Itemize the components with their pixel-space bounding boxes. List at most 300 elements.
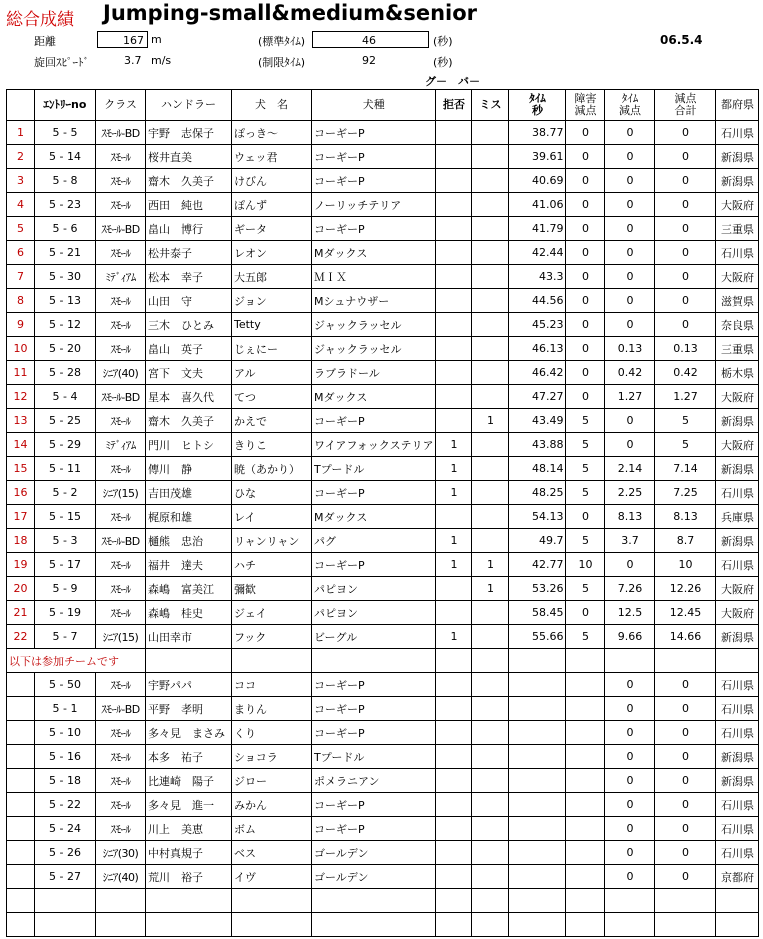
rank-cell: 1 xyxy=(7,121,35,145)
total-penalty-cell: 0.13 xyxy=(655,337,716,361)
header-rank xyxy=(7,90,35,121)
time-penalty-cell: 0 xyxy=(605,265,655,289)
refusal-cell xyxy=(436,793,472,817)
time-cell: 40.69 xyxy=(509,169,566,193)
prefecture-cell: 三重県 xyxy=(716,337,759,361)
header-prefecture: 都府県 xyxy=(716,90,759,121)
entry-cell: 5 - 50 xyxy=(35,673,96,697)
handler-cell: 門川 ヒトシ xyxy=(146,433,232,457)
dog-name-cell: 暁（あかり） xyxy=(232,457,312,481)
breed-cell: コーギーP xyxy=(312,121,436,145)
total-penalty-cell: 0 xyxy=(655,769,716,793)
breed-cell: ジャックラッセル xyxy=(312,337,436,361)
obstacle-penalty-cell xyxy=(566,721,605,745)
handler-cell: 中村真規子 xyxy=(146,841,232,865)
total-penalty-cell: 0 xyxy=(655,217,716,241)
rank-cell: 22 xyxy=(7,625,35,649)
time-penalty-cell: 1.27 xyxy=(605,385,655,409)
handler-cell: 齋木 久美子 xyxy=(146,169,232,193)
breed-cell: コーギーP xyxy=(312,553,436,577)
dog-name-cell: ひな xyxy=(232,481,312,505)
dog-name-cell: 大五郎 xyxy=(232,265,312,289)
total-penalty-cell: 0 xyxy=(655,313,716,337)
refusal-cell: 1 xyxy=(436,625,472,649)
time-penalty-cell: 0 xyxy=(605,817,655,841)
table-row xyxy=(7,193,759,217)
miss-cell: 1 xyxy=(472,577,509,601)
table-row xyxy=(7,313,759,337)
handler-cell: 山田 守 xyxy=(146,289,232,313)
distance-label: 距離 xyxy=(34,35,56,48)
obstacle-penalty-cell xyxy=(566,817,605,841)
refusal-cell xyxy=(436,265,472,289)
title-japanese: 総合成績 xyxy=(6,10,74,30)
obstacle-penalty-cell: 5 xyxy=(566,529,605,553)
rank-cell: 6 xyxy=(7,241,35,265)
handler-cell: 齋木 久美子 xyxy=(146,409,232,433)
handler-cell: 本多 祐子 xyxy=(146,745,232,769)
dog-name-cell: ベス xyxy=(232,841,312,865)
breed-cell: パピヨン xyxy=(312,601,436,625)
entry-cell: 5 - 14 xyxy=(35,145,96,169)
standard-time-value: 46 xyxy=(312,31,429,48)
table-row xyxy=(7,385,759,409)
handler-cell: 森嶋 桂史 xyxy=(146,601,232,625)
time-penalty-cell: 0 xyxy=(605,193,655,217)
prefecture-cell: 石川県 xyxy=(716,673,759,697)
refusal-cell xyxy=(436,121,472,145)
dog-name-cell: 彌歓 xyxy=(232,577,312,601)
refusal-cell xyxy=(436,289,472,313)
refusal-cell xyxy=(436,337,472,361)
handler-cell: 平野 孝明 xyxy=(146,697,232,721)
rank-cell xyxy=(7,745,35,769)
rank-cell xyxy=(7,865,35,889)
time-penalty-cell: 0 xyxy=(605,145,655,169)
time-cell xyxy=(509,865,566,889)
dog-name-cell: ジョン xyxy=(232,289,312,313)
handler-cell: 山田幸市 xyxy=(146,625,232,649)
breed-cell: パピヨン xyxy=(312,577,436,601)
dog-name-cell: ショコラ xyxy=(232,745,312,769)
time-penalty-cell: 9.66 xyxy=(605,625,655,649)
obstacle-penalty-cell: 0 xyxy=(566,385,605,409)
rank-cell: 8 xyxy=(7,289,35,313)
entry-cell: 5 - 5 xyxy=(35,121,96,145)
table-row xyxy=(7,241,759,265)
class-cell: ｽﾓｰﾙ-BD xyxy=(96,121,146,145)
miss-cell xyxy=(472,337,509,361)
class-cell: ｼﾆｱ(40) xyxy=(96,361,146,385)
prefecture-cell: 石川県 xyxy=(716,697,759,721)
total-penalty-cell: 5 xyxy=(655,409,716,433)
table-row xyxy=(7,769,759,793)
prefecture-cell: 新潟県 xyxy=(716,457,759,481)
miss-cell xyxy=(472,121,509,145)
breed-cell: コーギーP xyxy=(312,697,436,721)
time-cell xyxy=(509,697,566,721)
refusal-cell xyxy=(436,409,472,433)
miss-cell xyxy=(472,817,509,841)
miss-cell xyxy=(472,601,509,625)
time-penalty-cell: 0 xyxy=(605,169,655,193)
handler-cell: 畠山 英子 xyxy=(146,337,232,361)
empty-row xyxy=(7,913,759,937)
dog-name-cell: ココ xyxy=(232,673,312,697)
breed-cell: パグ xyxy=(312,529,436,553)
miss-cell xyxy=(472,721,509,745)
time-penalty-cell: 2.14 xyxy=(605,457,655,481)
time-penalty-cell: 12.5 xyxy=(605,601,655,625)
total-penalty-cell: 0 xyxy=(655,841,716,865)
obstacle-penalty-cell xyxy=(566,769,605,793)
header-obstacle-penalty xyxy=(566,90,605,121)
dog-name-cell: Tetty xyxy=(232,313,312,337)
breed-cell: コーギーP xyxy=(312,793,436,817)
refusal-cell xyxy=(436,865,472,889)
prefecture-cell: 新潟県 xyxy=(716,409,759,433)
distance-value: 167 xyxy=(97,31,148,48)
obstacle-penalty-cell: 5 xyxy=(566,433,605,457)
breed-cell: ラブラドール xyxy=(312,361,436,385)
table-row xyxy=(7,409,759,433)
rank-cell: 13 xyxy=(7,409,35,433)
total-penalty-cell: 12.26 xyxy=(655,577,716,601)
miss-cell: 1 xyxy=(472,553,509,577)
refusal-cell xyxy=(436,601,472,625)
obstacle-penalty-cell: 0 xyxy=(566,193,605,217)
refusal-cell xyxy=(436,697,472,721)
class-cell: ｽﾓｰﾙ xyxy=(96,409,146,433)
time-cell: 47.27 xyxy=(509,385,566,409)
miss-cell xyxy=(472,433,509,457)
standard-time-label: (標準ﾀｲﾑ) xyxy=(258,35,306,48)
dog-name-cell: ジロー xyxy=(232,769,312,793)
class-cell: ﾐﾃﾞｨｱﾑ xyxy=(96,265,146,289)
speed-label: 旋回ｽﾋﾟｰﾄﾞ xyxy=(34,56,89,69)
refusal-cell xyxy=(436,721,472,745)
time-penalty-cell: 0 xyxy=(605,313,655,337)
obstacle-penalty-cell: 0 xyxy=(566,265,605,289)
entry-cell: 5 - 7 xyxy=(35,625,96,649)
time-penalty-cell: 7.26 xyxy=(605,577,655,601)
time-cell: 48.14 xyxy=(509,457,566,481)
time-cell: 41.06 xyxy=(509,193,566,217)
empty-row xyxy=(7,889,759,913)
table-row xyxy=(7,745,759,769)
class-cell: ｽﾓｰﾙ xyxy=(96,241,146,265)
total-penalty-cell: 0 xyxy=(655,745,716,769)
handler-cell: 梶原和雄 xyxy=(146,505,232,529)
total-penalty-cell: 0 xyxy=(655,721,716,745)
breed-cell: ワイアフォックステリア xyxy=(312,433,436,457)
entry-cell: 5 - 16 xyxy=(35,745,96,769)
dog-name-cell: まりん xyxy=(232,697,312,721)
prefecture-cell: 栃木県 xyxy=(716,361,759,385)
obstacle-penalty-cell xyxy=(566,697,605,721)
prefecture-cell: 三重県 xyxy=(716,217,759,241)
handler-cell: 松本 幸子 xyxy=(146,265,232,289)
rank-cell xyxy=(7,793,35,817)
class-cell: ｽﾓｰﾙ-BD xyxy=(96,385,146,409)
refusal-cell xyxy=(436,313,472,337)
prefecture-cell: 大阪府 xyxy=(716,433,759,457)
header-obs-line1: 障害 xyxy=(574,92,597,105)
prefecture-cell: 新潟県 xyxy=(716,625,759,649)
miss-cell xyxy=(472,313,509,337)
obstacle-penalty-cell xyxy=(566,793,605,817)
time-cell: 53.26 xyxy=(509,577,566,601)
time-penalty-cell: 0 xyxy=(605,745,655,769)
prefecture-cell: 大阪府 xyxy=(716,577,759,601)
breed-cell: ゴールデン xyxy=(312,841,436,865)
table-row xyxy=(7,529,759,553)
prefecture-cell: 石川県 xyxy=(716,841,759,865)
total-penalty-cell: 12.45 xyxy=(655,601,716,625)
refusal-cell xyxy=(436,577,472,601)
miss-cell xyxy=(472,265,509,289)
header-class: クラス xyxy=(96,90,146,121)
rank-cell: 14 xyxy=(7,433,35,457)
miss-cell xyxy=(472,625,509,649)
class-cell: ｽﾓｰﾙ xyxy=(96,745,146,769)
refusal-cell: 1 xyxy=(436,529,472,553)
time-cell: 38.77 xyxy=(509,121,566,145)
class-cell: ｽﾓｰﾙ xyxy=(96,313,146,337)
table-row xyxy=(7,265,759,289)
handler-cell: 桜井直美 xyxy=(146,145,232,169)
refusal-cell xyxy=(436,769,472,793)
breed-cell: ノーリッチテリア xyxy=(312,193,436,217)
obstacle-penalty-cell xyxy=(566,673,605,697)
dog-name-cell: レイ xyxy=(232,505,312,529)
class-cell: ｼﾆｱ(40) xyxy=(96,865,146,889)
dog-name-cell: ジェイ xyxy=(232,601,312,625)
breed-cell: ＭＩＸ xyxy=(312,265,436,289)
dog-name-cell: ぽっき～ xyxy=(232,121,312,145)
participants-note-row xyxy=(7,649,759,673)
entry-cell: 5 - 22 xyxy=(35,793,96,817)
refusal-cell xyxy=(436,745,472,769)
entry-cell: 5 - 15 xyxy=(35,505,96,529)
header-time xyxy=(509,90,566,121)
class-cell: ｽﾓｰﾙ-BD xyxy=(96,217,146,241)
obstacle-penalty-cell: 0 xyxy=(566,289,605,313)
time-penalty-cell: 8.13 xyxy=(605,505,655,529)
header-time-line2: 秒 xyxy=(531,104,543,117)
prefecture-cell: 大阪府 xyxy=(716,385,759,409)
header-total-penalty xyxy=(655,90,716,121)
miss-cell xyxy=(472,769,509,793)
class-cell: ｽﾓｰﾙ-BD xyxy=(96,529,146,553)
breed-cell: コーギーP xyxy=(312,145,436,169)
total-penalty-cell: 5 xyxy=(655,433,716,457)
miss-cell xyxy=(472,145,509,169)
rank-cell: 2 xyxy=(7,145,35,169)
speed-unit: m/s xyxy=(151,54,172,67)
time-penalty-cell: 2.25 xyxy=(605,481,655,505)
class-cell: ｽﾓｰﾙ xyxy=(96,193,146,217)
miss-cell xyxy=(472,841,509,865)
class-cell: ｽﾓｰﾙ xyxy=(96,577,146,601)
prefecture-cell: 新潟県 xyxy=(716,169,759,193)
table-row xyxy=(7,457,759,481)
dog-name-cell: きりこ xyxy=(232,433,312,457)
breed-cell: Mダックス xyxy=(312,241,436,265)
time-cell xyxy=(509,793,566,817)
table-row xyxy=(7,601,759,625)
dog-name-cell: ボム xyxy=(232,817,312,841)
time-cell: 39.61 xyxy=(509,145,566,169)
obstacle-penalty-cell: 0 xyxy=(566,505,605,529)
dog-name-cell: リャンリャン xyxy=(232,529,312,553)
dog-name-cell: てつ xyxy=(232,385,312,409)
obstacle-penalty-cell: 5 xyxy=(566,625,605,649)
class-cell: ｽﾓｰﾙ xyxy=(96,721,146,745)
distance-unit: m xyxy=(151,33,162,46)
time-cell: 46.42 xyxy=(509,361,566,385)
prefecture-cell: 石川県 xyxy=(716,793,759,817)
obstacle-penalty-cell xyxy=(566,841,605,865)
obstacle-penalty-cell: 0 xyxy=(566,361,605,385)
miss-cell xyxy=(472,865,509,889)
time-penalty-cell: 0 xyxy=(605,721,655,745)
entry-cell: 5 - 8 xyxy=(35,169,96,193)
miss-cell xyxy=(472,745,509,769)
prefecture-cell: 大阪府 xyxy=(716,265,759,289)
dog-name-cell: ギータ xyxy=(232,217,312,241)
table-row xyxy=(7,337,759,361)
miss-cell xyxy=(472,697,509,721)
rank-cell: 18 xyxy=(7,529,35,553)
entry-cell: 5 - 29 xyxy=(35,433,96,457)
class-cell: ｼﾆｱ(30) xyxy=(96,841,146,865)
total-penalty-cell: 0 xyxy=(655,673,716,697)
breed-cell: Tプードル xyxy=(312,745,436,769)
breed-cell: ゴールデン xyxy=(312,865,436,889)
dog-name-cell: ハチ xyxy=(232,553,312,577)
miss-cell xyxy=(472,169,509,193)
dog-name-cell: けびん xyxy=(232,169,312,193)
entry-cell: 5 - 2 xyxy=(35,481,96,505)
entry-cell: 5 - 27 xyxy=(35,865,96,889)
header-tp-line2: 減点 xyxy=(618,104,641,117)
breed-cell: コーギーP xyxy=(312,217,436,241)
class-cell: ｽﾓｰﾙ xyxy=(96,817,146,841)
total-penalty-cell: 10 xyxy=(655,553,716,577)
breed-cell: ポメラニアン xyxy=(312,769,436,793)
obstacle-penalty-cell: 0 xyxy=(566,169,605,193)
prefecture-cell: 新潟県 xyxy=(716,529,759,553)
time-cell: 46.13 xyxy=(509,337,566,361)
miss-cell xyxy=(472,241,509,265)
obstacle-penalty-cell xyxy=(566,865,605,889)
total-penalty-cell: 0 xyxy=(655,265,716,289)
entry-cell: 5 - 26 xyxy=(35,841,96,865)
handler-cell: 森嶋 富美江 xyxy=(146,577,232,601)
time-cell: 42.44 xyxy=(509,241,566,265)
table-row xyxy=(7,505,759,529)
table-row xyxy=(7,841,759,865)
class-cell: ｽﾓｰﾙ xyxy=(96,601,146,625)
time-penalty-cell: 0 xyxy=(605,673,655,697)
rank-cell: 9 xyxy=(7,313,35,337)
header-time-penalty xyxy=(605,90,655,121)
obstacle-penalty-cell: 5 xyxy=(566,481,605,505)
limit-time-value: 92 xyxy=(362,54,376,67)
breed-cell: コーギーP xyxy=(312,169,436,193)
rank-cell xyxy=(7,697,35,721)
handler-cell: 宇野パパ xyxy=(146,673,232,697)
class-cell: ｽﾓｰﾙ xyxy=(96,457,146,481)
prefecture-cell: 石川県 xyxy=(716,553,759,577)
table-row xyxy=(7,673,759,697)
obstacle-penalty-cell: 0 xyxy=(566,337,605,361)
time-penalty-cell: 3.7 xyxy=(605,529,655,553)
header-tot-line2: 合計 xyxy=(674,104,697,117)
header-tp-line1: ﾀｲﾑ xyxy=(621,92,639,105)
handler-cell: 松井泰子 xyxy=(146,241,232,265)
class-cell: ｼﾆｱ(15) xyxy=(96,625,146,649)
breed-cell: Mダックス xyxy=(312,505,436,529)
date-label: 06.5.4 xyxy=(660,33,703,47)
table-row xyxy=(7,865,759,889)
header-handler: ハンドラー xyxy=(146,90,232,121)
rank-cell: 7 xyxy=(7,265,35,289)
total-penalty-cell: 0 xyxy=(655,817,716,841)
rank-cell: 17 xyxy=(7,505,35,529)
rank-cell xyxy=(7,817,35,841)
time-cell: 43.88 xyxy=(509,433,566,457)
class-cell: ｽﾓｰﾙ xyxy=(96,289,146,313)
entry-cell: 5 - 17 xyxy=(35,553,96,577)
dog-name-cell: かえで xyxy=(232,409,312,433)
total-penalty-cell: 0 xyxy=(655,289,716,313)
miss-cell xyxy=(472,217,509,241)
obstacle-penalty-cell: 0 xyxy=(566,217,605,241)
time-cell: 44.56 xyxy=(509,289,566,313)
time-cell: 48.25 xyxy=(509,481,566,505)
dog-name-cell: アル xyxy=(232,361,312,385)
time-cell xyxy=(509,841,566,865)
time-cell: 43.49 xyxy=(509,409,566,433)
obstacle-penalty-cell: 0 xyxy=(566,121,605,145)
refusal-cell: 1 xyxy=(436,481,472,505)
table-row xyxy=(7,793,759,817)
entry-cell: 5 - 25 xyxy=(35,409,96,433)
entry-cell: 5 - 11 xyxy=(35,457,96,481)
miss-cell: 1 xyxy=(472,409,509,433)
refusal-cell: 1 xyxy=(436,433,472,457)
time-cell xyxy=(509,769,566,793)
dog-name-cell: ぽんず xyxy=(232,193,312,217)
breed-cell: ジャックラッセル xyxy=(312,313,436,337)
header-dog: 犬 名 xyxy=(232,90,312,121)
refusal-cell xyxy=(436,193,472,217)
entry-cell: 5 - 6 xyxy=(35,217,96,241)
refusal-cell xyxy=(436,361,472,385)
table-row xyxy=(7,697,759,721)
time-cell: 58.45 xyxy=(509,601,566,625)
table-row xyxy=(7,121,759,145)
prefecture-cell: 石川県 xyxy=(716,121,759,145)
table-row xyxy=(7,289,759,313)
total-penalty-cell: 0 xyxy=(655,241,716,265)
time-penalty-cell: 0 xyxy=(605,241,655,265)
time-cell xyxy=(509,721,566,745)
miss-cell xyxy=(472,361,509,385)
prefecture-cell: 石川県 xyxy=(716,481,759,505)
